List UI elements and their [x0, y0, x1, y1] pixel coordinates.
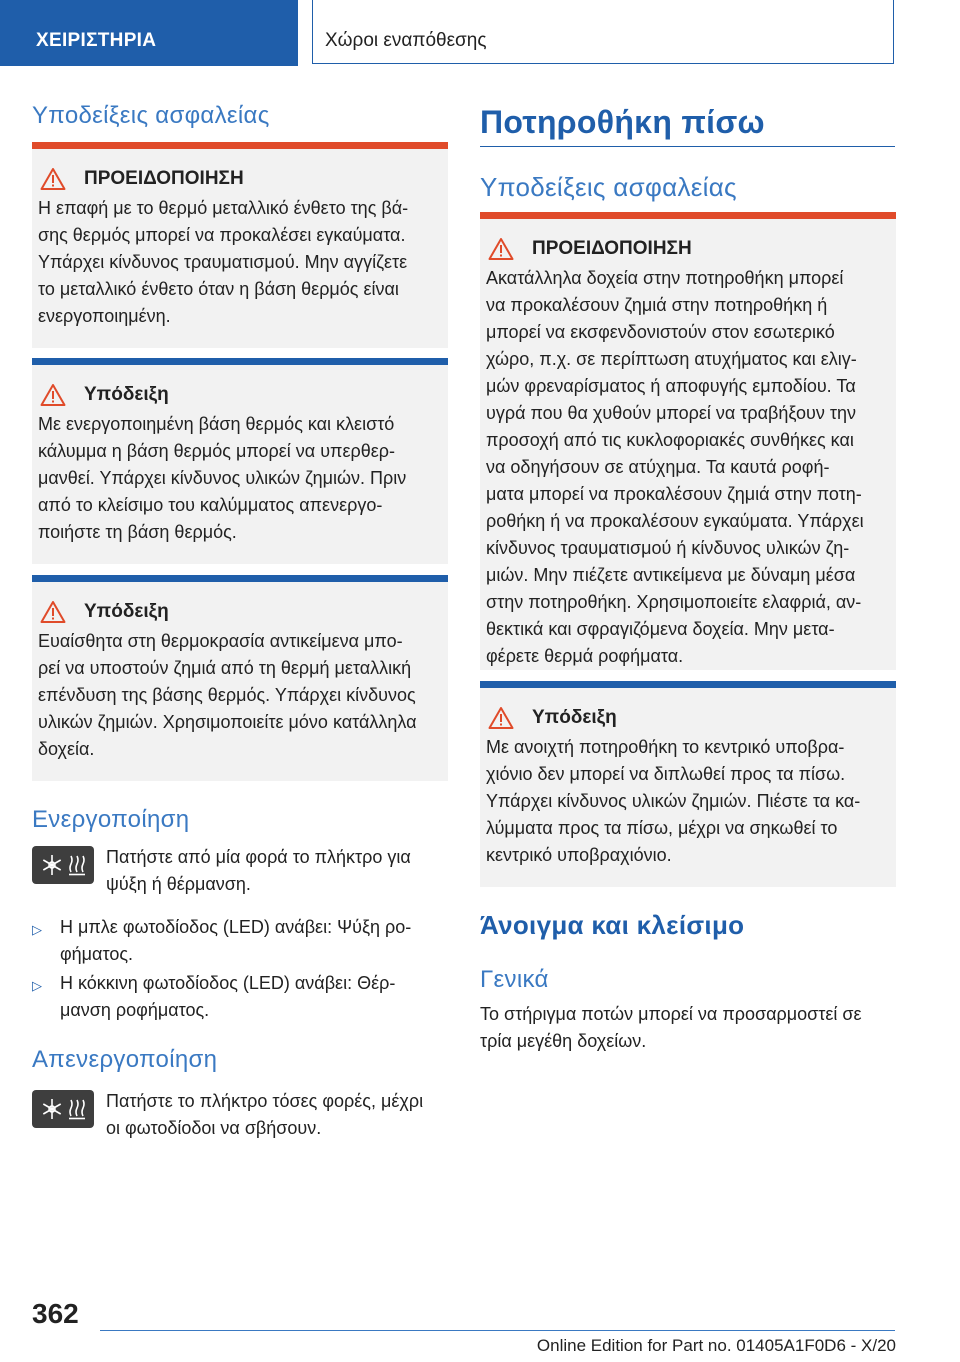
activation-title: Ενεργοποίηση: [32, 806, 190, 833]
notice-text: [32, 624, 448, 763]
warning-triangle-icon: [488, 237, 514, 261]
notice-box-overheat: [32, 358, 448, 564]
section-title: ΧΕΙΡΙΣΤΗΡΙΑ: [36, 30, 157, 51]
subsection-title: Χώροι εναπόθεσης: [325, 30, 487, 51]
text-line: λύμματα προς τα πίσω, μέχρι να σηκωθεί το: [486, 818, 838, 838]
list-item-red-led: [32, 970, 448, 1024]
text-line: δοχεία.: [38, 739, 95, 759]
text-line: από το κλείσιμο του καλύμματος απενεργο-: [38, 495, 383, 515]
text-line: μπορεί να εκσφενδονιστούν στον εσωτερικό: [486, 322, 835, 342]
notice-box-sensitive: [32, 575, 448, 781]
text-line: κεντρικό υποβραχιόνιο.: [486, 845, 672, 865]
text-line: υγρά που θα χυθούν μπορεί να τραβήξουν την: [486, 403, 856, 423]
warning-title: ΠΡΟΕΙΔΟΠΟΙΗΣΗ: [84, 168, 244, 189]
warning-head: [32, 149, 448, 191]
text-line: Υπάρχει κίνδυνος υλικών ζημιών. Πιέστε τα κα-: [486, 791, 861, 811]
snowflake-icon: [41, 1098, 63, 1120]
list-item-blue-led: [32, 914, 448, 968]
warning-text: [480, 261, 896, 670]
cool-heat-button-icon: [32, 1090, 94, 1128]
triangle-bullet-icon: ▷: [32, 978, 42, 993]
text-line: Υπάρχει κίνδυνος τραυματισμού. Μην αγγίζετε: [38, 252, 408, 272]
text-line: Ευαίσθητα στη θερμοκρασία αντικείμενα μπο-: [38, 631, 403, 651]
subsection-header: [312, 0, 894, 64]
notice-head: [480, 688, 896, 730]
warning-text: [32, 191, 448, 330]
text-line: χώρο, π.χ. σε περίπτωση ατυχήματος και ελιγ-: [486, 349, 857, 369]
notice-head: [32, 582, 448, 624]
page-number: 362: [32, 1298, 79, 1329]
text-line: φέρετε θερμά ροφήματα.: [486, 646, 684, 666]
notice-title: Υπόδειξη: [532, 707, 617, 728]
text-line: κίνδυνος τραυματισμού ή κίνδυνος υλικών ζη-: [486, 538, 850, 558]
text-line: μανση ροφήματος.: [60, 1000, 210, 1020]
warning-bar: [32, 142, 448, 149]
text-line: Η κόκκινη φωτοδίοδος (LED) ανάβει: Θέρ-: [60, 973, 396, 993]
text-line: Το στήριγμα ποτών μπορεί να προσαρμοστεί σε: [480, 1004, 862, 1024]
title-rule: [480, 146, 895, 147]
warning-triangle-icon: [40, 167, 66, 191]
text-line: θεκτικά και σφραγιζόμενα δοχεία. Μην μετα-: [486, 619, 835, 639]
text-line: στην ποτηροθήκη. Χρησιμοποιείτε ελαφριά, αν-: [486, 592, 862, 612]
deactivation-title: Απενεργοποίηση: [32, 1046, 218, 1073]
text-line: ροθήκη ή να προκαλέσουν εγκαύματα. Υπάρχει: [486, 511, 864, 531]
warning-head: [480, 219, 896, 261]
general-text: [480, 1001, 896, 1055]
warning-box-heat: [32, 142, 448, 348]
snowflake-icon: [41, 854, 63, 876]
text-line: μών φρεναρίσματος ή αποφυγής εμποδίου. Τα: [486, 376, 856, 396]
heat-waves-icon: [68, 854, 86, 876]
text-line: να προκαλέσουν ζημιά στην ποτηροθήκη ή: [486, 295, 828, 315]
text-line: χιόνιο δεν μπορεί να διπλωθεί προς τα πίσω.: [486, 764, 846, 784]
warning-triangle-icon: [488, 706, 514, 730]
text-line: τρία μεγέθη δοχείων.: [480, 1031, 647, 1051]
text-line: φήματος.: [60, 944, 134, 964]
general-title: Γενικά: [480, 966, 549, 993]
text-line: προσοχή από τις κυκλοφοριακές συνθήκες και: [486, 430, 854, 450]
text-line: ψύξη ή θέρμανση.: [106, 874, 251, 894]
text-line: οι φωτοδίοδοι να σβήσουν.: [106, 1118, 322, 1138]
bullet-text: [60, 914, 411, 968]
notice-text: [480, 730, 896, 869]
warning-title: ΠΡΟΕΙΔΟΠΟΙΗΣΗ: [532, 238, 692, 259]
text-line: μανθεί. Υπάρχει κίνδυνος υλικών ζημιών. Πριν: [38, 468, 407, 488]
text-line: σης θερμός μπορεί να προκαλέσει εγκαύματα.: [38, 225, 406, 245]
section-tab: [0, 0, 298, 66]
notice-title: Υπόδειξη: [84, 384, 169, 405]
footer-rule: [100, 1330, 895, 1331]
text-line: ρεί να υποστούν ζημιά από τη θερμή μεταλλική: [38, 658, 412, 678]
warning-box-cupholder: [480, 212, 896, 670]
edition-text: Online Edition for Part no. 01405A1F0D6 - X/20: [536, 1336, 896, 1355]
deactivation-text: [106, 1088, 423, 1142]
rear-cupholder-title: Ποτηροθήκη πίσω: [480, 104, 765, 140]
deactivation-row: [32, 1090, 448, 1142]
text-line: ποιήστε τη βάση θερμός.: [38, 522, 237, 542]
text-line: ενεργοποιημένη.: [38, 306, 171, 326]
text-line: Η επαφή με το θερμό μεταλλικό ένθετο της βά-: [38, 198, 409, 218]
triangle-bullet-icon: ▷: [32, 922, 42, 937]
notice-text: [32, 407, 448, 546]
open-close-title: Άνοιγμα και κλείσιμο: [480, 910, 745, 940]
text-line: ματα μπορεί να προκαλέσουν ζημιά στην ποτη-: [486, 484, 862, 504]
text-line: Ακατάλληλα δοχεία στην ποτηροθήκη μπορεί: [486, 268, 844, 288]
text-line: υλικών ζημιών. Χρησιμοποιείτε μόνο κατάλληλα: [38, 712, 417, 732]
activation-text: [106, 844, 411, 898]
text-line: Η μπλε φωτοδίοδος (LED) ανάβει: Ψύξη ρο-: [60, 917, 412, 937]
warning-triangle-icon: [40, 600, 66, 624]
notice-box-armrest: [480, 681, 896, 887]
text-line: Πατήστε το πλήκτρο τόσες φορές, μέχρι: [106, 1091, 424, 1111]
warning-bar: [480, 212, 896, 219]
text-line: Με ανοιχτή ποτηροθήκη το κεντρικό υποβρα-: [486, 737, 845, 757]
bullet-text: [60, 970, 395, 1024]
heat-waves-icon: [68, 1098, 86, 1120]
notice-bar: [32, 575, 448, 582]
text-line: Πατήστε από μία φορά το πλήκτρο για: [106, 847, 411, 867]
warning-triangle-icon: [40, 383, 66, 407]
text-line: Με ενεργοποιημένη βάση θερμός και κλειστό: [38, 414, 395, 434]
text-line: το μεταλλικό ένθετο όταν η βάση θερμός είναι: [38, 279, 399, 299]
notice-head: [32, 365, 448, 407]
left-safety-title: Υποδείξεις ασφαλείας: [32, 102, 270, 129]
activation-row: [32, 846, 448, 898]
text-line: μιών. Μην πιέζετε αντικείμενα με δύναμη μέσα: [486, 565, 856, 585]
cool-heat-button-icon: [32, 846, 94, 884]
right-safety-title: Υποδείξεις ασφαλείας: [480, 172, 737, 202]
notice-bar: [480, 681, 896, 688]
text-line: επένδυση της βάσης θερμός. Υπάρχει κίνδυνος: [38, 685, 416, 705]
notice-title: Υπόδειξη: [84, 601, 169, 622]
text-line: να οδηγήσουν σε ατύχημα. Τα καυτά ροφή-: [486, 457, 830, 477]
notice-bar: [32, 358, 448, 365]
text-line: κάλυμμα η βάση θερμός μπορεί να υπερθερ-: [38, 441, 395, 461]
